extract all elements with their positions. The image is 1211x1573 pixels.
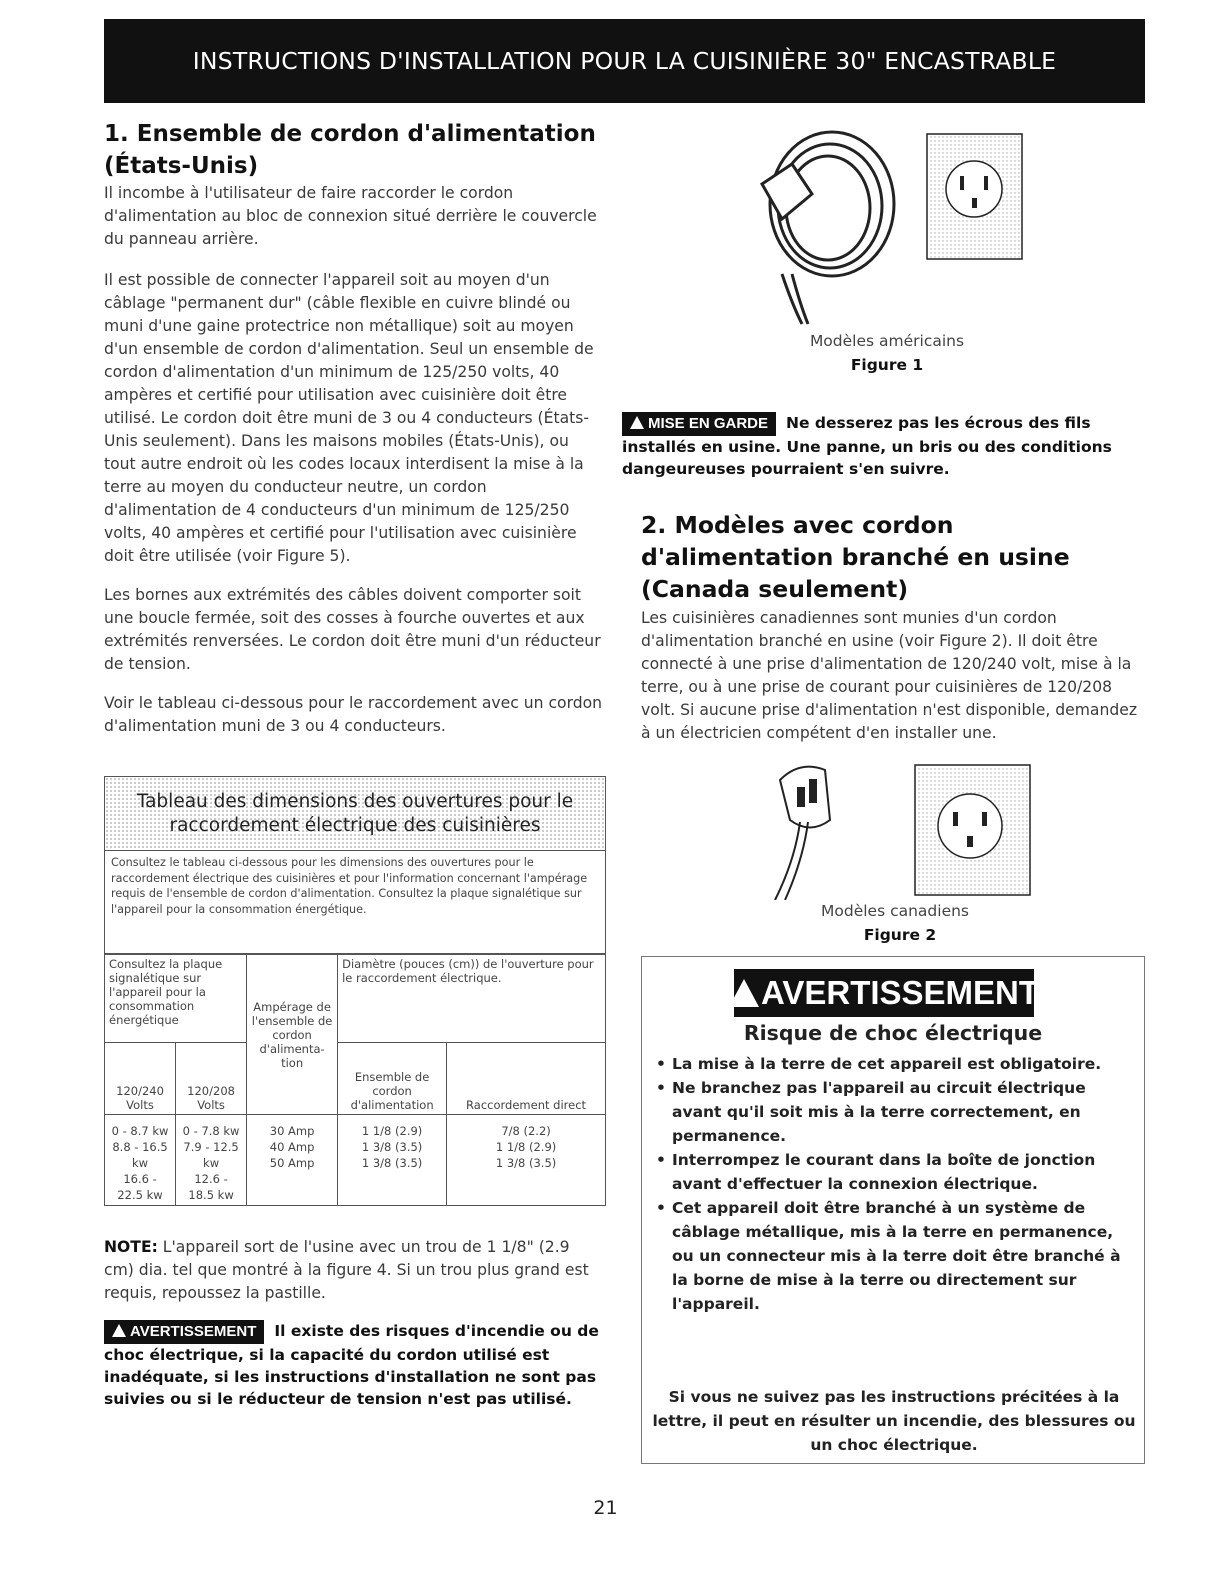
figure-2-caption: Modèles canadiens (821, 902, 969, 920)
table-grid (104, 954, 606, 1206)
canadian-plug-icon (775, 767, 830, 900)
figure-1-illustration (742, 124, 1032, 332)
figure-1-label: Figure 1 (850, 356, 924, 374)
figure-2-label: Figure 2 (863, 926, 937, 944)
table-row: 50 Amp (269, 1156, 315, 1170)
section-2-paragraph-1: Les cuisinières canadiennes sont munies d'un cordon d'alimentation branché en usine (voir Figure 2). Il doit être connecté à une prise d'alimentation de 120/240 volt, mise à la terre, ou à une prise de courant pour cuisinières de 120/208 volt. Si aucune prise d'alimentation n'est disponible, demandez à un électricien compétent d'en installer une. (641, 609, 1138, 742)
table-row: 7/8 (2.2) (501, 1124, 551, 1138)
note-label: NOTE: (104, 1238, 158, 1256)
warning-badge (104, 1320, 264, 1344)
warning-triangle-icon (729, 979, 759, 1007)
table-title-line-1: Tableau des dimensions des ouvertures pour le (136, 790, 574, 812)
fire-warning (104, 1320, 604, 1410)
page-banner (104, 19, 1145, 103)
dimensions-table (104, 776, 606, 1206)
caution-text: Ne desserez pas les écrous des fils installés en usine. Une panne, un bris ou des conditions dangeureuses pourraient s'en suivre. (622, 414, 1112, 478)
warning-badge-label: AVERTISSEMENT (130, 1323, 257, 1340)
table-cell (247, 1115, 338, 1206)
table-row: 1 3/8 (3.5) (361, 1140, 423, 1154)
table-row: 1 1/8 (2.9) (361, 1124, 423, 1138)
header-diametre: Diamètre (pouces (cm)) de l'ouverture pour le raccordement électrique. (338, 955, 606, 1043)
table-row: 0 - 7.8 kw (182, 1124, 240, 1138)
table-row: 16.6 - 22.5 kw (117, 1172, 163, 1202)
note-paragraph (104, 1236, 604, 1305)
section-1 (104, 118, 604, 738)
section-1-paragraph-2: Il est possible de connecter l'appareil soit au moyen d'un câblage "permanent dur" (câble flexible en cuivre blindé ou muni d'une gaine protectrice non métallique) soit au moyen d'un ensemble de cordon d'alimentation. Seul un ensemble de cordon d'alimentation d'un minimum de 125/250 volts, 40 ampères et certifié pour utilisation avec cuisinière doit être utilisé. Le cordon doit être muni de 3 ou 4 conducteurs (États-Unis seulement). Dans les maisons mobiles (États-Unis), ou tout autre endroit où les codes locaux interdisent la mise à la terre au moyen du conducteur neutre, un cordon d'alimentation de 4 conducteurs d'un minimum de 125/250 volts, 40 ampères et certifié pour l'utilisation avec cuisinière doit être utilisée (voir Figure 5). (104, 271, 594, 565)
warning-list (650, 1052, 1130, 1316)
section-1-paragraph-3: Les bornes aux extrémités des câbles doivent comporter soit une boucle fermée, soit des cosses à fourche ouvertes et aux extrémités renversées. Le cordon doit être muni d'un réducteur de tension. (104, 586, 601, 673)
figure-1-caption: Modèles américains (809, 332, 965, 350)
warning-banner-label: AVERTISSEMENT (760, 974, 1040, 1011)
list-item: • Cet appareil doit être branché à un système de câblage métallique, mis à la terre en permanence, ou un connecteur mis à la terre doit être branché à la borne de mise à la terre ou directement sur l'appareil. (650, 1196, 1130, 1316)
header-cordon: Ensemble de cordon d'alimentation (338, 1043, 447, 1115)
table-row: 8.8 - 16.5 kw (112, 1140, 168, 1170)
warning-title: Risque de choc électrique (743, 1021, 1043, 1045)
table-cell (338, 1115, 447, 1206)
note-text: L'appareil sort de l'usine avec un trou de 1 1/8" (2.9 cm) dia. tel que montré à la figure 4. Si un trou plus grand est requis, repoussez la pastille. (104, 1238, 589, 1302)
table-title (104, 776, 606, 850)
table-row: 1 3/8 (3.5) (361, 1156, 423, 1170)
header-amperage: Ampérage de l'ensemble de cordon d'alimenta- tion (247, 955, 338, 1115)
header-120-208: 120/208 Volts (176, 1043, 247, 1115)
table-title-line-2: raccordement électrique des cuisinières (169, 814, 541, 836)
banner-title: INSTRUCTIONS D'INSTALLATION POUR LA CUISINIÈRE 30" ENCASTRABLE (192, 47, 1057, 75)
caution-badge-label: MISE EN GARDE (648, 415, 769, 432)
table-row: 1 1/8 (2.9) (495, 1140, 557, 1154)
table-cell (105, 1115, 176, 1206)
caution-notice (622, 412, 1146, 480)
page-number: 21 (593, 1497, 618, 1519)
warning-banner (734, 969, 1040, 1017)
section-2-heading: 2. Modèles avec cordon d'alimentation branché en usine (Canada seulement) (641, 511, 1070, 603)
power-cord-icon (762, 132, 894, 324)
section-2 (641, 509, 1151, 745)
caution-triangle-icon (630, 416, 644, 429)
header-plaque: Consultez la plaque signalétique sur l'appareil pour la consommation énergétique (105, 955, 247, 1043)
table-row: 1 3/8 (3.5) (495, 1156, 557, 1170)
fire-warning-text: Il existe des risques d'incendie ou de choc électrique, si la capacité du cordon utilisé est inadéquate, si les instructions d'installation ne sont pas suivies ou si le réducteur de tension n'est pas utilisé. (104, 1322, 599, 1408)
list-item: • Ne branchez pas l'appareil au circuit électrique avant qu'il soit mis à la terre correctement, en permanence. (650, 1076, 1130, 1148)
header-direct: Raccordement direct (447, 1043, 606, 1115)
canadian-outlet-icon (915, 765, 1030, 895)
caution-badge (622, 412, 776, 436)
section-1-heading: 1. Ensemble de cordon d'alimentation (États-Unis) (104, 121, 596, 179)
table-intro: Consultez le tableau ci-dessous pour les dimensions des ouvertures pour le raccordement électrique des cuisinières et pour l'information concernant l'ampérage requis de l'ensemble de cordon d'alimentation. Consultez la plaque signalétique sur l'appareil pour la consommation énergétique. (104, 850, 606, 954)
section-1-paragraph-1: Il incombe à l'utilisateur de faire raccorder le cordon d'alimentation au bloc de connexion situé derrière le couvercle du panneau arrière. (104, 184, 597, 248)
wall-outlet-icon (927, 134, 1022, 259)
table-row: 12.6 - 18.5 kw (188, 1172, 234, 1202)
warning-triangle-icon (112, 1324, 126, 1337)
table-cell (176, 1115, 247, 1206)
list-item: • La mise à la terre de cet appareil est obligatoire. (650, 1052, 1130, 1076)
list-item: • Interrompez le courant dans la boîte de jonction avant d'effectuer la connexion électrique. (650, 1148, 1130, 1196)
warning-final-statement: Si vous ne suivez pas les instructions précitées à la lettre, il peut en résulter un incendie, des blessures ou un choc électrique. (652, 1388, 1136, 1454)
table-row: 40 Amp (269, 1140, 315, 1154)
table-cell (447, 1115, 606, 1206)
section-1-paragraph-4: Voir le tableau ci-dessous pour le raccordement avec un cordon d'alimentation muni de 3 ou 4 conducteurs. (104, 694, 603, 735)
table-row: 30 Amp (269, 1124, 315, 1138)
shock-warning-box (641, 956, 1145, 1464)
table-row: 0 - 8.7 kw (111, 1124, 169, 1138)
table-row: 7.9 - 12.5 kw (183, 1140, 239, 1170)
figure-2-illustration (770, 760, 1040, 900)
header-120-240: 120/240 Volts (105, 1043, 176, 1115)
